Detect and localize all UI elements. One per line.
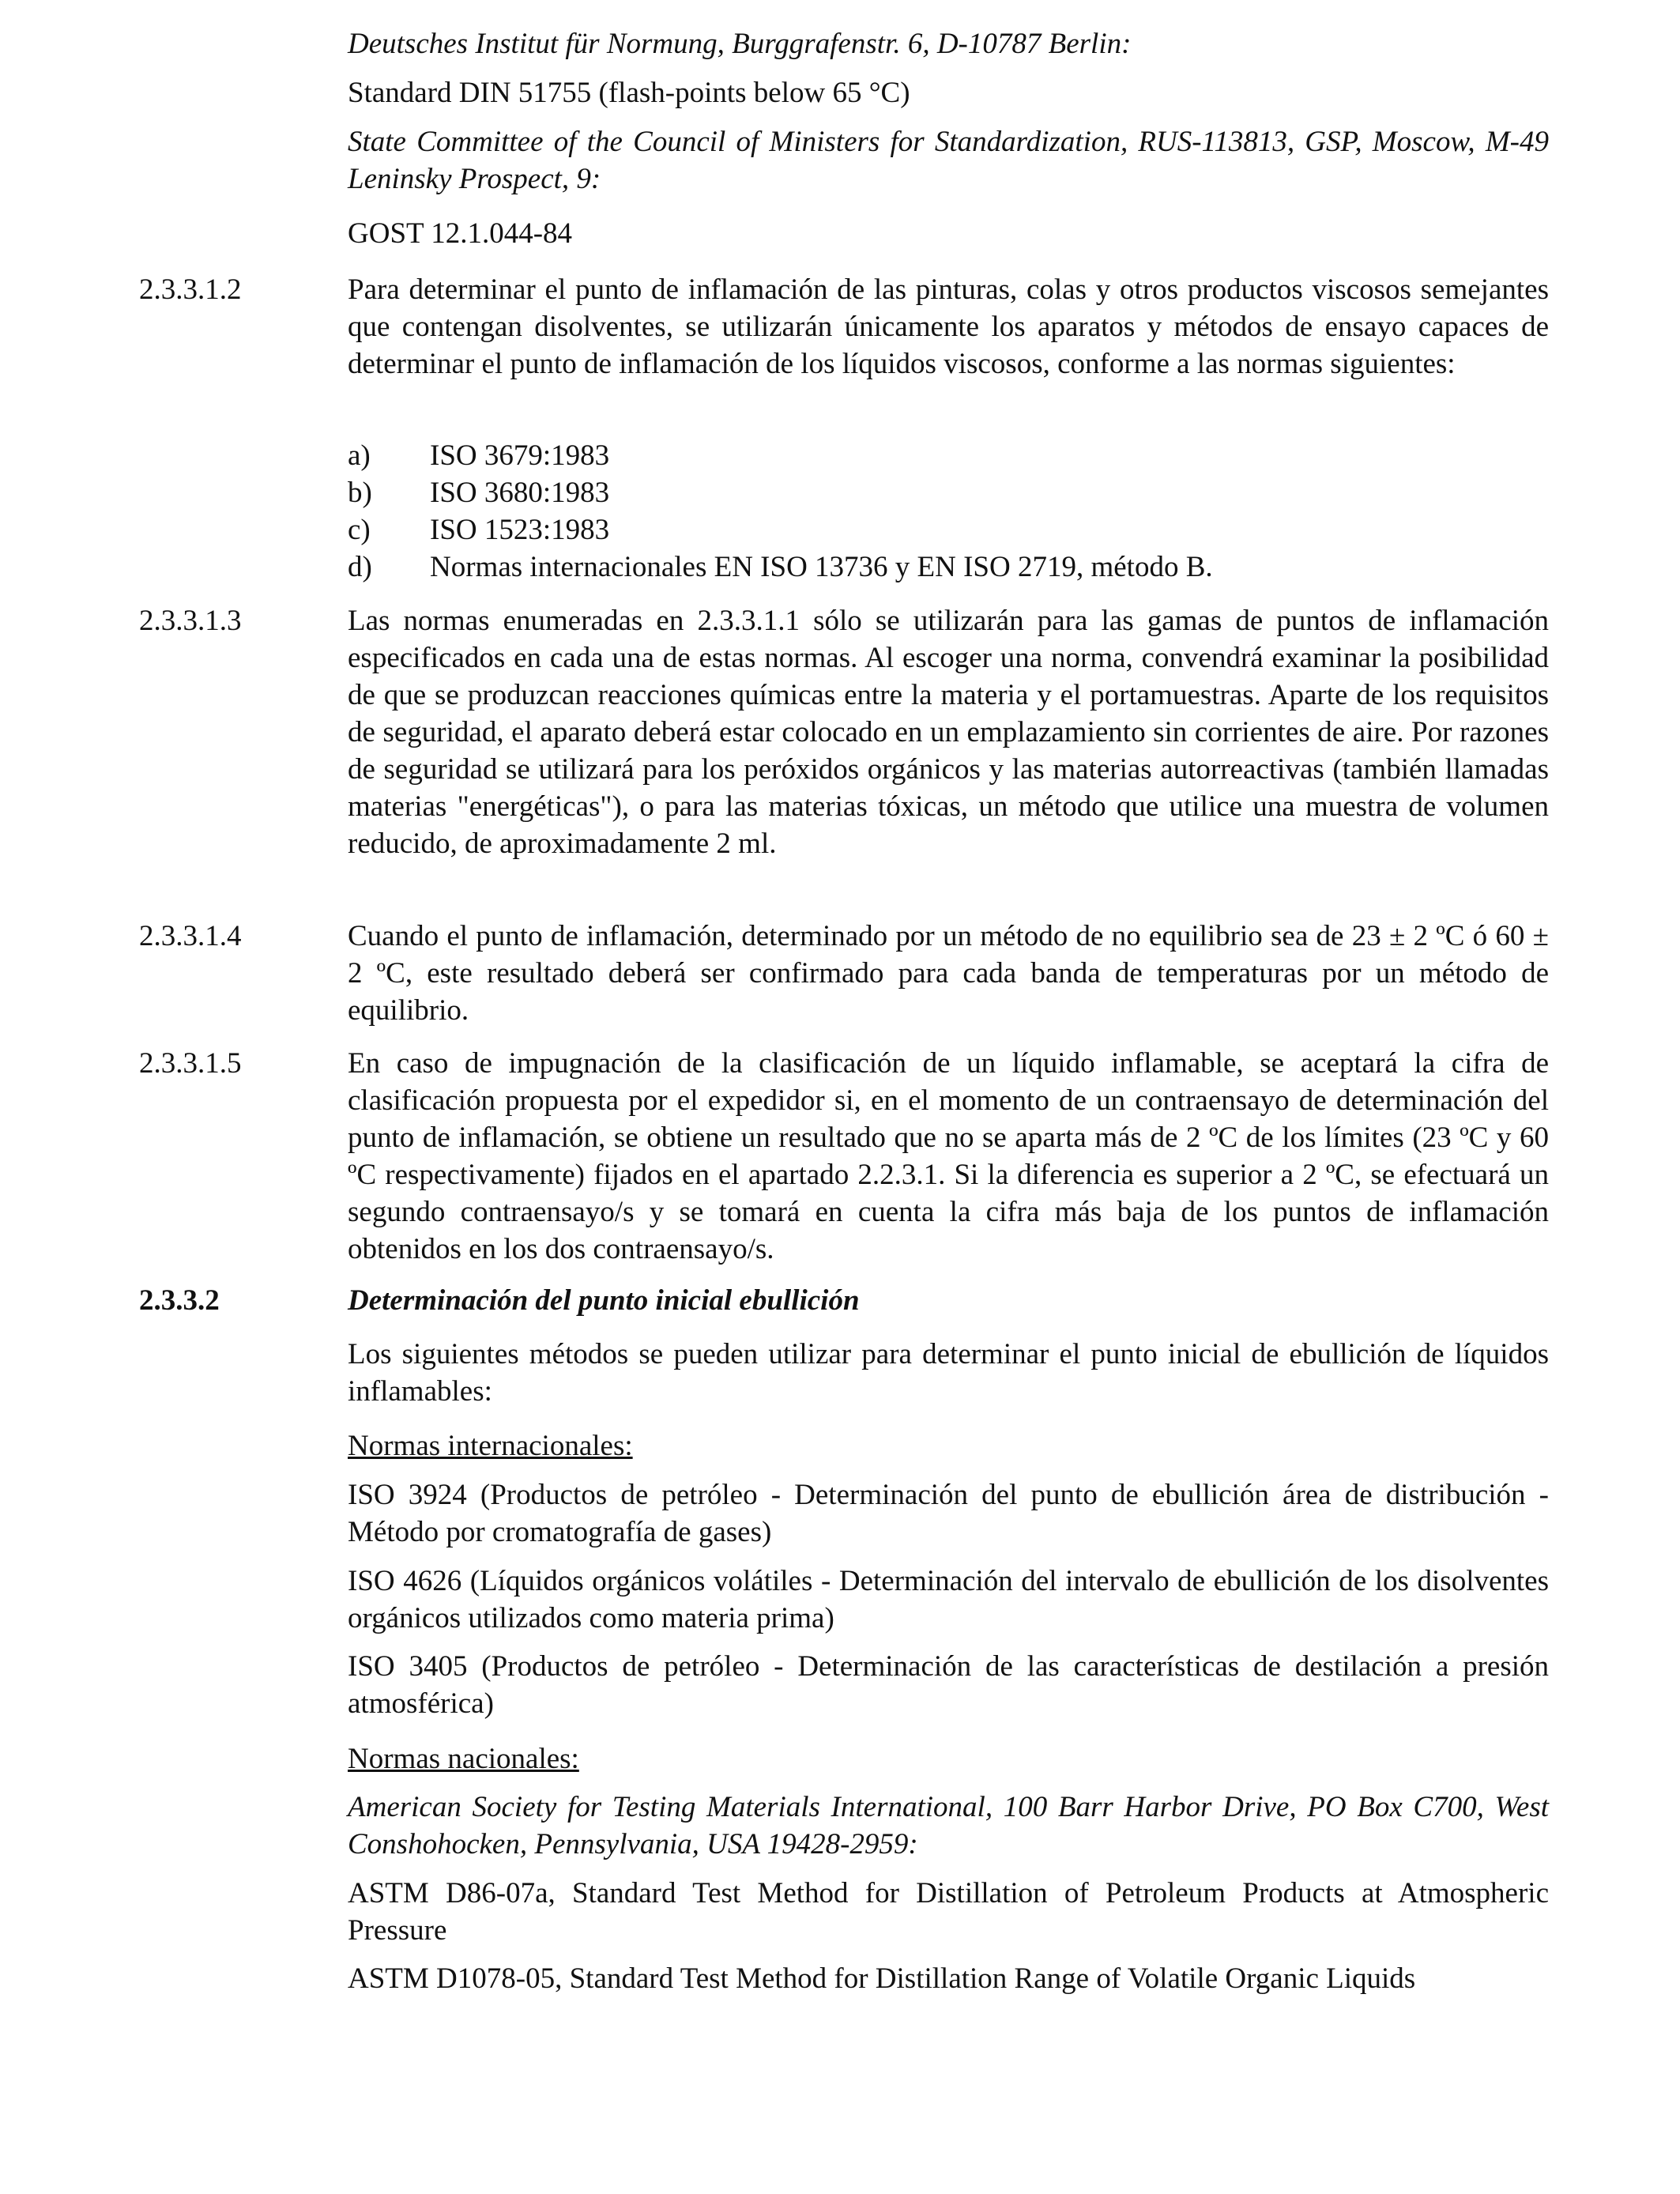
list-label: b) [348, 477, 372, 509]
astm-d86: ASTM D86-07a, Standard Test Method for Distillation of Petroleum Products at Atmospheric Pressure [348, 1877, 1549, 1947]
paragraph-2-3-3-1-5: En caso de impugnación de la clasificación de un líquido inflamable, se aceptará la cifra de clasificación propuesta por el expedidor si, en el momento de un contraensayo de determinación del punto de inflamación, se obtiene un resultado que no se aparta más de 2 ºC de los límites (23 ºC y 60 ºC respectivamente) fijados en el apartado 2.2.3.1. Si la diferencia es superior a 2 ºC, se efectuará un segundo contraensayo/s y se tomará en cuenta la cifra más baja de los puntos de inflamación obtenidos en los dos contraensayo/s. [348, 1047, 1549, 1265]
paragraph-2-3-3-1-3: Las normas enumeradas en 2.3.3.1.1 sólo se utilizarán para las gamas de puntos de inflamación especificados en cada una de estas normas. Al escoger una norma, convendrá examinar la posibilidad de que se produzcan reacciones químicas entre la materia y el portamuestras. Aparte de los requisitos de seguridad, el aparato deberá estar colocado en un emplazamiento sin corrientes de aire. Por razones de seguridad se utilizará para los peróxidos orgánicos y las materias autorreactivas (también llamadas materias "energéticas"), o para las materias tóxicas, un método que utilice una muestra de volumen reducido, de aproximadamente 2 ml. [348, 605, 1549, 860]
din-address: Deutsches Institut für Normung, Burggrafenstr. 6, D-10787 Berlin: [348, 28, 1132, 60]
list-item [348, 474, 1549, 511]
paragraph-2-3-3-2: Los siguientes métodos se pueden utilizar para determinar el punto inicial de ebullición de líquidos inflamables: [348, 1338, 1549, 1408]
list-item [348, 548, 1549, 586]
section-heading: Determinación del punto inicial ebullición [348, 1284, 860, 1317]
paragraph-2-3-3-1-2: Para determinar el punto de inflamación de las pinturas, colas y otros productos viscosos semejantes que contengan disolventes, se utilizarán únicamente los aparatos y métodos de ensayo capaces de determinar el punto de inflamación de los líquidos viscosos, conforme a las normas siguientes: [348, 273, 1549, 380]
list-item [348, 437, 1549, 474]
section-number: 2.3.3.1.4 [139, 920, 242, 952]
gost-address: State Committee of the Council of Ministers for Standardization, RUS-113813, GSP, Moscow, M-49 Leninsky Prospect, 9: [348, 126, 1549, 195]
astm-d1078: ASTM D1078-05, Standard Test Method for Distillation Range of Volatile Organic Liquids [348, 1962, 1416, 1995]
gost-standard: GOST 12.1.044-84 [348, 217, 573, 250]
national-standards-heading: Normas nacionales: [348, 1743, 579, 1775]
section-number: 2.3.3.1.5 [139, 1047, 242, 1080]
astm-address: American Society for Testing Materials International, 100 Barr Harbor Drive, PO Box C700, West Conshohocken, Pennsylvania, USA 19428-2959: [348, 1791, 1549, 1860]
list-text: ISO 3679:1983 [430, 439, 610, 472]
section-number: 2.3.3.2 [139, 1284, 220, 1317]
iso-3924: ISO 3924 (Productos de petróleo - Determinación del punto de ebullición área de distribución - Método por cromatografía de gases) [348, 1479, 1549, 1548]
list-label: d) [348, 551, 372, 583]
international-standards-heading: Normas internacionales: [348, 1430, 633, 1462]
iso-3405: ISO 3405 (Productos de petróleo - Determinación de las características de destilación a presión atmosférica) [348, 1650, 1549, 1720]
list-label: a) [348, 439, 371, 472]
paragraph-2-3-3-1-4: Cuando el punto de inflamación, determinado por un método de no equilibrio sea de 23 ± 2 ºC ó 60 ± 2 ºC, este resultado deberá ser confirmado para cada banda de temperaturas por un método de equilibrio. [348, 920, 1549, 1027]
section-number: 2.3.3.1.3 [139, 605, 242, 637]
list-item [348, 511, 1549, 548]
international-standards-heading-wrap [348, 1427, 1549, 1465]
list-text: Normas internacionales EN ISO 13736 y EN ISO 2719, método B. [430, 551, 1213, 583]
list-label: c) [348, 514, 371, 546]
list-text: ISO 1523:1983 [430, 514, 610, 546]
section-number: 2.3.3.1.2 [139, 273, 242, 306]
national-standards-heading-wrap [348, 1740, 1549, 1777]
iso-4626: ISO 4626 (Líquidos orgánicos volátiles - Determinación del intervalo de ebullición de los disolventes orgánicos utilizados como materia prima) [348, 1565, 1549, 1634]
list-text: ISO 3680:1983 [430, 477, 610, 509]
din-standard: Standard DIN 51755 (flash-points below 65 °C) [348, 77, 910, 109]
